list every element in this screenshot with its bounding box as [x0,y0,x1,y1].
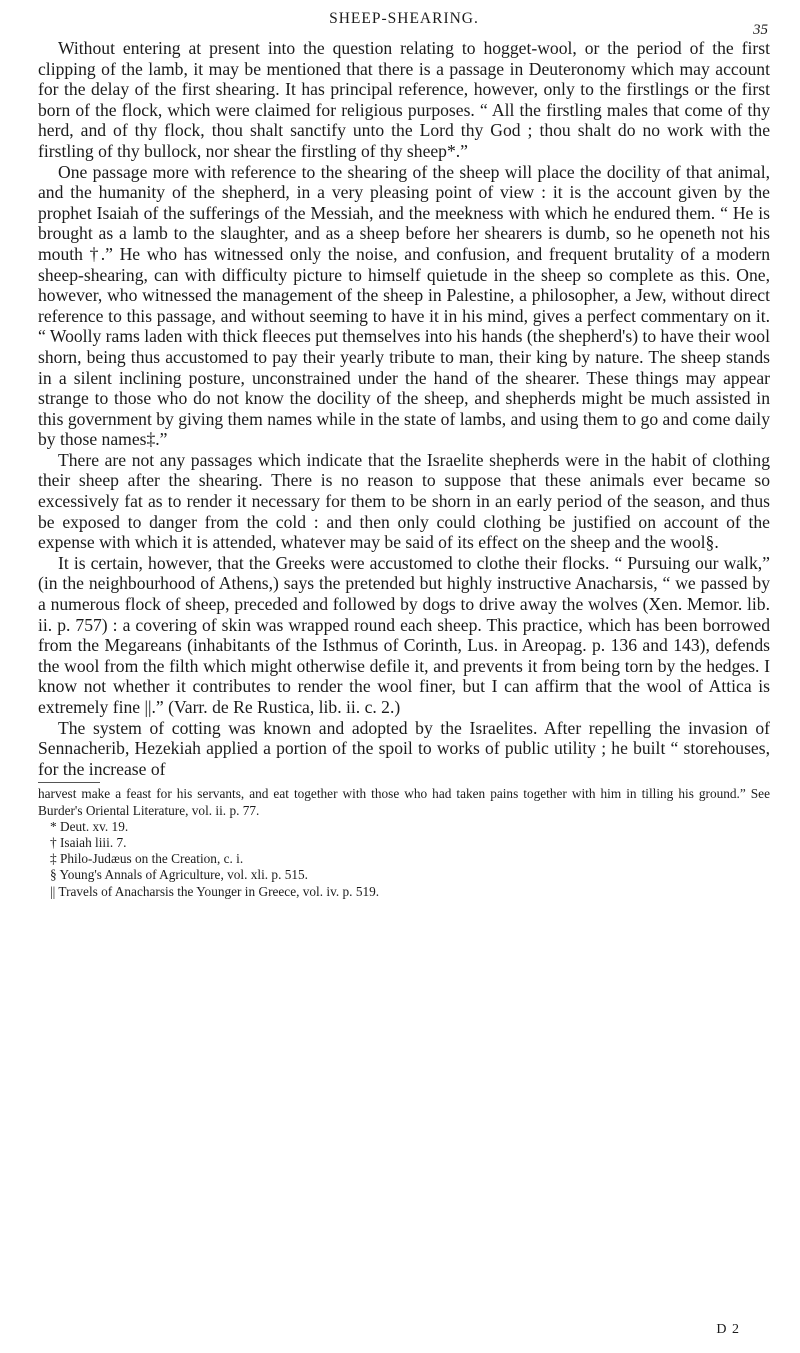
footnotes [38,786,770,899]
footnote-divider [38,782,100,783]
footnote: harvest make a feast for his servants, and eat together with those who had taken pains together with him in tilling his ground.” See Burder's Oriental Literature, vol. ii. p. 77. [38,786,770,818]
footnote: || Travels of Anacharsis the Younger in Greece, vol. iv. p. 519. [50,883,380,899]
paragraph: One passage more with reference to the shearing of the sheep will place the docility of that animal, and the humanity of the shepherd, in a very pleasing point of view : it is the account given by the prophet Isaiah of the sufferings of the Messiah, and the meekness with which he endured them. “ He is brought as a lamb to the slaughter, and as a sheep before her shearers is dumb, so he openeth not his mouth †.” He who has witnessed only the noise, and confusion, and frequent brutality of a modern sheep-shearing, can with difficulty picture to himself quietude in the sheep so complete as this. One, however, who witnessed the management of the sheep in Palestine, a philosopher, a Jew, without direct reference to this passage, and without seeming to have it in his mind, gives a perfect commentary on it. “ Woolly rams laden with thick fleeces put themselves into his hands (the shepherd's) to have their wool shorn, being thus accustomed to pay their yearly tribute to man, their king by nature. The sheep stands in a silent inclining posture, unconstrained under the hand of the shearer. These things may appear strange to those who do not know the docility of the sheep, and shepherds might be much assisted in this government by giving them names while in the state of lambs, and using them to go and come daily by those names‡.” [38,161,770,450]
running-title: SHEEP-SHEARING. [329,10,479,27]
running-head [38,0,770,36]
paragraph: Without entering at present into the question relating to hogget-wool, or the period of the first clipping of the lamb, it may be mentioned that there is a passage in Deuteronomy which may account for the delay of the first shearing. It has principal reference, however, only to the firstlings or the first born of the flock, which were claimed for religious purposes. “ All the firstling males that come of thy herd, and of thy flock, thou shalt sanctify unto the Lord thy God ; thou shalt do no work with the firstling of thy bullock, nor shear the firstling of thy sheep*.” [38,38,770,161]
footnote: § Young's Annals of Agriculture, vol. xli. p. 515. [50,867,308,883]
footnote: † Isaiah liii. 7. [50,834,127,850]
signature-mark: D 2 [716,1322,740,1337]
body-text [38,38,770,779]
paragraph: The system of cotting was known and adopted by the Israelites. After repelling the invasion of Sennacherib, Hezekiah applied a portion of the spoil to works of public utility ; he built “ storehouses, for the increase of [38,717,770,779]
paragraph: It is certain, however, that the Greeks were accustomed to clothe their flocks. “ Pursuing our walk,” (in the neighbourhood of Athens,) says the pretended but highly instructive Anacharsis, “ we passed by a numerous flock of sheep, preceded and followed by dogs to drive away the wolves (Xen. Memor. lib. ii. p. 757) : a covering of skin was wrapped round each sheep. This practice, which has been borrowed from the Megareans (inhabitants of the Isthmus of Corinth, Lus. in Areopag. p. 136 and 143), defends the wool from the filth which might otherwise defile it, and prevents it from being torn by the hedges. I know not whether it contributes to render the wool finer, but I can affirm that the wool of Attica is extremely fine ||.” (Varr. de Re Rustica, lib. ii. c. 2.) [38,552,770,717]
paragraph: There are not any passages which indicate that the Israelite shepherds were in the habit of clothing their sheep after the shearing. There is no reason to suppose that these animals ever became so excessively fat as to render it necessary for them to be shorn in an early period of the season, and thus be exposed to danger from the cold : and then only could clothing be justified on account of the expense with which it is attended, whatever may be said of its effect on the sheep and the wool§. [38,449,770,553]
footnote: ‡ Philo-Judæus on the Creation, c. i. [50,851,244,867]
page-number: 35 [753,22,768,38]
footnote: * Deut. xv. 19. [50,818,129,834]
